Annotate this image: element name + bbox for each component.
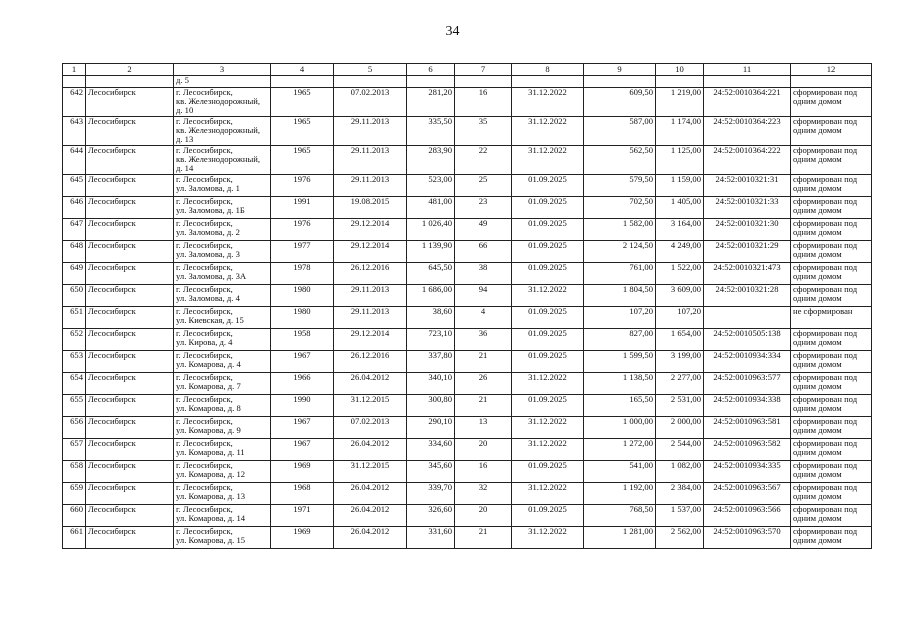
col-header-3: 3 — [174, 64, 271, 76]
row-address: г. Лесосибирск, ул. Заломова, д. 4 — [174, 285, 271, 307]
row-area: 300,80 — [407, 395, 455, 417]
row-address: г. Лесосибирск, ул. Комарова, д. 12 — [174, 461, 271, 483]
row-cadastral — [704, 307, 791, 329]
row-count: 36 — [455, 329, 512, 351]
row-number: 658 — [63, 461, 86, 483]
row-count: 21 — [455, 351, 512, 373]
row-value-10: 1 125,00 — [656, 146, 704, 175]
row-deadline: 31.12.2022 — [512, 88, 584, 117]
row-cadastral: 24:52:0010963:577 — [704, 373, 791, 395]
row-status: сформирован под одним домом — [791, 329, 872, 351]
row-year: 1958 — [271, 329, 334, 351]
row-count: 4 — [455, 307, 512, 329]
row-date: 07.02.2013 — [334, 417, 407, 439]
row-value-10: 1 522,00 — [656, 263, 704, 285]
housing-registry-table — [62, 63, 872, 549]
row-status: сформирован под одним домом — [791, 351, 872, 373]
row-value-9: 1 582,00 — [584, 219, 656, 241]
row-value-9: 1 599,50 — [584, 351, 656, 373]
col-header-5: 5 — [334, 64, 407, 76]
row-deadline: 01.09.2025 — [512, 175, 584, 197]
row-status: сформирован под одним домом — [791, 439, 872, 461]
row-cadastral: 24:52:0010364:223 — [704, 117, 791, 146]
table-row — [63, 373, 872, 395]
table-row — [63, 241, 872, 263]
row-value-10: 1 159,00 — [656, 175, 704, 197]
row-area: 337,80 — [407, 351, 455, 373]
row-area: 340,10 — [407, 373, 455, 395]
row-deadline: 31.12.2022 — [512, 373, 584, 395]
row-number: 645 — [63, 175, 86, 197]
row-area: 290,10 — [407, 417, 455, 439]
row-cadastral: 24:52:0010963:567 — [704, 483, 791, 505]
row-count: 49 — [455, 219, 512, 241]
row-city: Лесосибирск — [86, 351, 174, 373]
row-address: г. Лесосибирск, кв. Железнодорожный, д. 10 — [174, 88, 271, 117]
row-city: Лесосибирск — [86, 241, 174, 263]
row-value-10: 1 174,00 — [656, 117, 704, 146]
row-cadastral: 24:52:0010321:29 — [704, 241, 791, 263]
row-value-9: 761,00 — [584, 263, 656, 285]
col-header-8: 8 — [512, 64, 584, 76]
col-header-7: 7 — [455, 64, 512, 76]
row-cadastral: 24:52:0010321:33 — [704, 197, 791, 219]
col-header-2: 2 — [86, 64, 174, 76]
col-header-12: 12 — [791, 64, 872, 76]
row-date: 29.11.2013 — [334, 117, 407, 146]
row-area: 1 026,40 — [407, 219, 455, 241]
row-value-10: 1 405,00 — [656, 197, 704, 219]
row-value-10: 2 562,00 — [656, 527, 704, 549]
row-area: 335,50 — [407, 117, 455, 146]
row-value-9: 2 124,50 — [584, 241, 656, 263]
row-address: г. Лесосибирск, ул. Комарова, д. 13 — [174, 483, 271, 505]
row-value-9: 541,00 — [584, 461, 656, 483]
row-deadline: 01.09.2025 — [512, 263, 584, 285]
row-count: 66 — [455, 241, 512, 263]
table-row — [63, 439, 872, 461]
row-value-10: 3 164,00 — [656, 219, 704, 241]
row-cadastral: 24:52:0010963:581 — [704, 417, 791, 439]
row-status: сформирован под одним домом — [791, 263, 872, 285]
row-city: Лесосибирск — [86, 329, 174, 351]
row-value-10: 3 199,00 — [656, 351, 704, 373]
row-area: 331,60 — [407, 527, 455, 549]
table-row — [63, 505, 872, 527]
row-date: 26.04.2012 — [334, 505, 407, 527]
row-date: 29.12.2014 — [334, 241, 407, 263]
row-number: 660 — [63, 505, 86, 527]
row-number: 652 — [63, 329, 86, 351]
row-area: 723,10 — [407, 329, 455, 351]
row-number: 648 — [63, 241, 86, 263]
row-number: 657 — [63, 439, 86, 461]
row-value-9: 609,50 — [584, 88, 656, 117]
row-area: 1 139,90 — [407, 241, 455, 263]
row-city: Лесосибирск — [86, 417, 174, 439]
table-row — [63, 285, 872, 307]
row-address: г. Лесосибирск, ул. Кирова, д. 4 — [174, 329, 271, 351]
row-area: 38,60 — [407, 307, 455, 329]
row-value-9: 768,50 — [584, 505, 656, 527]
row-city: Лесосибирск — [86, 197, 174, 219]
row-cadastral: 24:52:0010364:222 — [704, 146, 791, 175]
row-status: сформирован под одним домом — [791, 527, 872, 549]
row-year: 1965 — [271, 88, 334, 117]
row-count: 38 — [455, 263, 512, 285]
row-cadastral: 24:52:0010963:566 — [704, 505, 791, 527]
row-status: сформирован под одним домом — [791, 285, 872, 307]
row-deadline: 31.12.2022 — [512, 117, 584, 146]
row-year: 1990 — [271, 395, 334, 417]
row-value-10: 3 609,00 — [656, 285, 704, 307]
row-status: не сформирован — [791, 307, 872, 329]
row-city: Лесосибирск — [86, 146, 174, 175]
row-value-10: 2 384,00 — [656, 483, 704, 505]
row-deadline: 01.09.2025 — [512, 197, 584, 219]
row-value-9: 827,00 — [584, 329, 656, 351]
row-status: сформирован под одним домом — [791, 175, 872, 197]
row-year: 1976 — [271, 219, 334, 241]
row-year: 1971 — [271, 505, 334, 527]
row-address: г. Лесосибирск, ул. Заломова, д. 2 — [174, 219, 271, 241]
row-number: 646 — [63, 197, 86, 219]
row-deadline: 01.09.2025 — [512, 395, 584, 417]
row-year: 1977 — [271, 241, 334, 263]
header-row — [63, 64, 872, 76]
row-value-9: 562,50 — [584, 146, 656, 175]
row-value-10: 1 537,00 — [656, 505, 704, 527]
row-address: г. Лесосибирск, ул. Заломова, д. 1Б — [174, 197, 271, 219]
row-count: 32 — [455, 483, 512, 505]
row-status: сформирован под одним домом — [791, 483, 872, 505]
table-row — [63, 527, 872, 549]
row-cadastral: 24:52:0010934:338 — [704, 395, 791, 417]
row-city: Лесосибирск — [86, 483, 174, 505]
row-date: 26.04.2012 — [334, 527, 407, 549]
row-address: г. Лесосибирск, ул. Заломова, д. 3А — [174, 263, 271, 285]
row-number: 650 — [63, 285, 86, 307]
row-city: Лесосибирск — [86, 307, 174, 329]
row-address: г. Лесосибирск, кв. Железнодорожный, д. 14 — [174, 146, 271, 175]
row-address: г. Лесосибирск, ул. Комарова, д. 7 — [174, 373, 271, 395]
row-date: 26.04.2012 — [334, 373, 407, 395]
row-cadastral: 24:52:0010934:334 — [704, 351, 791, 373]
page-number: 34 — [445, 24, 460, 39]
row-number: 651 — [63, 307, 86, 329]
continuation-row — [63, 76, 872, 88]
row-year: 1967 — [271, 351, 334, 373]
row-value-9: 579,50 — [584, 175, 656, 197]
row-year: 1980 — [271, 307, 334, 329]
row-number: 655 — [63, 395, 86, 417]
row-area: 326,60 — [407, 505, 455, 527]
row-year: 1980 — [271, 285, 334, 307]
continuation-address: д. 5 — [174, 76, 271, 88]
row-value-9: 107,20 — [584, 307, 656, 329]
row-area: 645,50 — [407, 263, 455, 285]
row-city: Лесосибирск — [86, 461, 174, 483]
row-status: сформирован под одним домом — [791, 417, 872, 439]
row-area: 523,00 — [407, 175, 455, 197]
row-date: 31.12.2015 — [334, 461, 407, 483]
row-status: сформирован под одним домом — [791, 505, 872, 527]
row-deadline: 01.09.2025 — [512, 307, 584, 329]
row-count: 16 — [455, 461, 512, 483]
row-value-9: 702,50 — [584, 197, 656, 219]
row-date: 26.12.2016 — [334, 351, 407, 373]
row-date: 31.12.2015 — [334, 395, 407, 417]
row-cadastral: 24:52:0010321:30 — [704, 219, 791, 241]
row-value-10: 1 219,00 — [656, 88, 704, 117]
row-address: г. Лесосибирск, ул. Киевская, д. 15 — [174, 307, 271, 329]
row-number: 649 — [63, 263, 86, 285]
row-status: сформирован под одним домом — [791, 117, 872, 146]
row-cadastral: 24:52:0010321:28 — [704, 285, 791, 307]
row-value-10: 1 654,00 — [656, 329, 704, 351]
table-row — [63, 483, 872, 505]
row-area: 334,60 — [407, 439, 455, 461]
row-address: г. Лесосибирск, ул. Комарова, д. 11 — [174, 439, 271, 461]
row-value-10: 2 277,00 — [656, 373, 704, 395]
row-deadline: 31.12.2022 — [512, 439, 584, 461]
row-year: 1965 — [271, 146, 334, 175]
row-area: 339,70 — [407, 483, 455, 505]
row-count: 20 — [455, 505, 512, 527]
row-number: 661 — [63, 527, 86, 549]
row-count: 94 — [455, 285, 512, 307]
table-row — [63, 417, 872, 439]
row-address: г. Лесосибирск, кв. Железнодорожный, д. 13 — [174, 117, 271, 146]
row-count: 22 — [455, 146, 512, 175]
row-year: 1976 — [271, 175, 334, 197]
table-header — [63, 64, 872, 76]
row-number: 654 — [63, 373, 86, 395]
row-year: 1967 — [271, 417, 334, 439]
row-year: 1969 — [271, 527, 334, 549]
table-row — [63, 329, 872, 351]
row-value-10: 2 544,00 — [656, 439, 704, 461]
row-cadastral: 24:52:0010963:570 — [704, 527, 791, 549]
row-number: 653 — [63, 351, 86, 373]
row-date: 29.11.2013 — [334, 285, 407, 307]
row-cadastral: 24:52:0010505:138 — [704, 329, 791, 351]
row-number: 647 — [63, 219, 86, 241]
row-city: Лесосибирск — [86, 219, 174, 241]
row-area: 345,60 — [407, 461, 455, 483]
row-year: 1968 — [271, 483, 334, 505]
row-date: 29.11.2013 — [334, 175, 407, 197]
row-count: 21 — [455, 395, 512, 417]
row-deadline: 31.12.2022 — [512, 146, 584, 175]
row-city: Лесосибирск — [86, 527, 174, 549]
row-deadline: 31.12.2022 — [512, 483, 584, 505]
row-count: 13 — [455, 417, 512, 439]
row-city: Лесосибирск — [86, 373, 174, 395]
row-value-10: 1 082,00 — [656, 461, 704, 483]
row-address: г. Лесосибирск, ул. Комарова, д. 14 — [174, 505, 271, 527]
row-value-9: 1 281,00 — [584, 527, 656, 549]
row-status: сформирован под одним домом — [791, 146, 872, 175]
table-row — [63, 197, 872, 219]
table-row — [63, 461, 872, 483]
row-address: г. Лесосибирск, ул. Комарова, д. 8 — [174, 395, 271, 417]
row-address: г. Лесосибирск, ул. Комарова, д. 15 — [174, 527, 271, 549]
table-row — [63, 263, 872, 285]
row-value-9: 1 138,50 — [584, 373, 656, 395]
row-cadastral: 24:52:0010963:582 — [704, 439, 791, 461]
row-cadastral: 24:52:0010934:335 — [704, 461, 791, 483]
row-value-10: 4 249,00 — [656, 241, 704, 263]
row-count: 23 — [455, 197, 512, 219]
row-date: 26.04.2012 — [334, 439, 407, 461]
col-header-6: 6 — [407, 64, 455, 76]
table-row — [63, 175, 872, 197]
table-row — [63, 395, 872, 417]
row-date: 19.08.2015 — [334, 197, 407, 219]
row-city: Лесосибирск — [86, 285, 174, 307]
row-address: г. Лесосибирск, ул. Комарова, д. 4 — [174, 351, 271, 373]
row-number: 644 — [63, 146, 86, 175]
row-city: Лесосибирск — [86, 117, 174, 146]
row-value-9: 1 804,50 — [584, 285, 656, 307]
row-value-9: 1 272,00 — [584, 439, 656, 461]
row-value-10: 2 531,00 — [656, 395, 704, 417]
row-year: 1978 — [271, 263, 334, 285]
row-status: сформирован под одним домом — [791, 219, 872, 241]
row-value-10: 2 000,00 — [656, 417, 704, 439]
col-header-11: 11 — [704, 64, 791, 76]
row-date: 29.11.2013 — [334, 146, 407, 175]
row-city: Лесосибирск — [86, 395, 174, 417]
row-year: 1965 — [271, 117, 334, 146]
row-city: Лесосибирск — [86, 263, 174, 285]
row-value-10: 107,20 — [656, 307, 704, 329]
row-deadline: 31.12.2022 — [512, 417, 584, 439]
col-header-1: 1 — [63, 64, 86, 76]
row-year: 1991 — [271, 197, 334, 219]
row-deadline: 01.09.2025 — [512, 351, 584, 373]
row-deadline: 01.09.2025 — [512, 241, 584, 263]
row-cadastral: 24:52:0010364:221 — [704, 88, 791, 117]
row-number: 659 — [63, 483, 86, 505]
table-row — [63, 117, 872, 146]
row-count: 16 — [455, 88, 512, 117]
row-status: сформирован под одним домом — [791, 461, 872, 483]
row-city: Лесосибирск — [86, 175, 174, 197]
table-row — [63, 219, 872, 241]
row-value-9: 587,00 — [584, 117, 656, 146]
row-city: Лесосибирск — [86, 88, 174, 117]
row-cadastral: 24:52:0010321:31 — [704, 175, 791, 197]
row-cadastral: 24:52:0010321:473 — [704, 263, 791, 285]
row-date: 07.02.2013 — [334, 88, 407, 117]
row-year: 1967 — [271, 439, 334, 461]
row-area: 1 686,00 — [407, 285, 455, 307]
col-header-9: 9 — [584, 64, 656, 76]
row-date: 29.12.2014 — [334, 329, 407, 351]
row-status: сформирован под одним домом — [791, 197, 872, 219]
table-row — [63, 351, 872, 373]
row-status: сформирован под одним домом — [791, 395, 872, 417]
row-area: 481,00 — [407, 197, 455, 219]
row-count: 21 — [455, 527, 512, 549]
col-header-4: 4 — [271, 64, 334, 76]
row-value-9: 165,50 — [584, 395, 656, 417]
row-count: 26 — [455, 373, 512, 395]
row-status: сформирован под одним домом — [791, 88, 872, 117]
row-area: 281,20 — [407, 88, 455, 117]
row-count: 35 — [455, 117, 512, 146]
row-city: Лесосибирск — [86, 439, 174, 461]
row-date: 26.12.2016 — [334, 263, 407, 285]
row-city: Лесосибирск — [86, 505, 174, 527]
row-address: г. Лесосибирск, ул. Заломова, д. 1 — [174, 175, 271, 197]
row-address: г. Лесосибирск, ул. Комарова, д. 9 — [174, 417, 271, 439]
col-header-10: 10 — [656, 64, 704, 76]
table-row — [63, 307, 872, 329]
row-value-9: 1 000,00 — [584, 417, 656, 439]
row-date: 29.11.2013 — [334, 307, 407, 329]
row-area: 283,90 — [407, 146, 455, 175]
row-deadline: 01.09.2025 — [512, 505, 584, 527]
row-deadline: 01.09.2025 — [512, 461, 584, 483]
row-count: 25 — [455, 175, 512, 197]
row-date: 29.12.2014 — [334, 219, 407, 241]
row-year: 1966 — [271, 373, 334, 395]
row-count: 20 — [455, 439, 512, 461]
row-deadline: 31.12.2022 — [512, 285, 584, 307]
row-number: 656 — [63, 417, 86, 439]
table-row — [63, 88, 872, 117]
row-date: 26.04.2012 — [334, 483, 407, 505]
row-number: 642 — [63, 88, 86, 117]
row-deadline: 01.09.2025 — [512, 219, 584, 241]
row-address: г. Лесосибирск, ул. Заломова, д. 3 — [174, 241, 271, 263]
row-value-9: 1 192,00 — [584, 483, 656, 505]
row-deadline: 01.09.2025 — [512, 329, 584, 351]
table-row — [63, 146, 872, 175]
row-year: 1969 — [271, 461, 334, 483]
row-deadline: 31.12.2022 — [512, 527, 584, 549]
row-status: сформирован под одним домом — [791, 373, 872, 395]
row-status: сформирован под одним домом — [791, 241, 872, 263]
row-number: 643 — [63, 117, 86, 146]
